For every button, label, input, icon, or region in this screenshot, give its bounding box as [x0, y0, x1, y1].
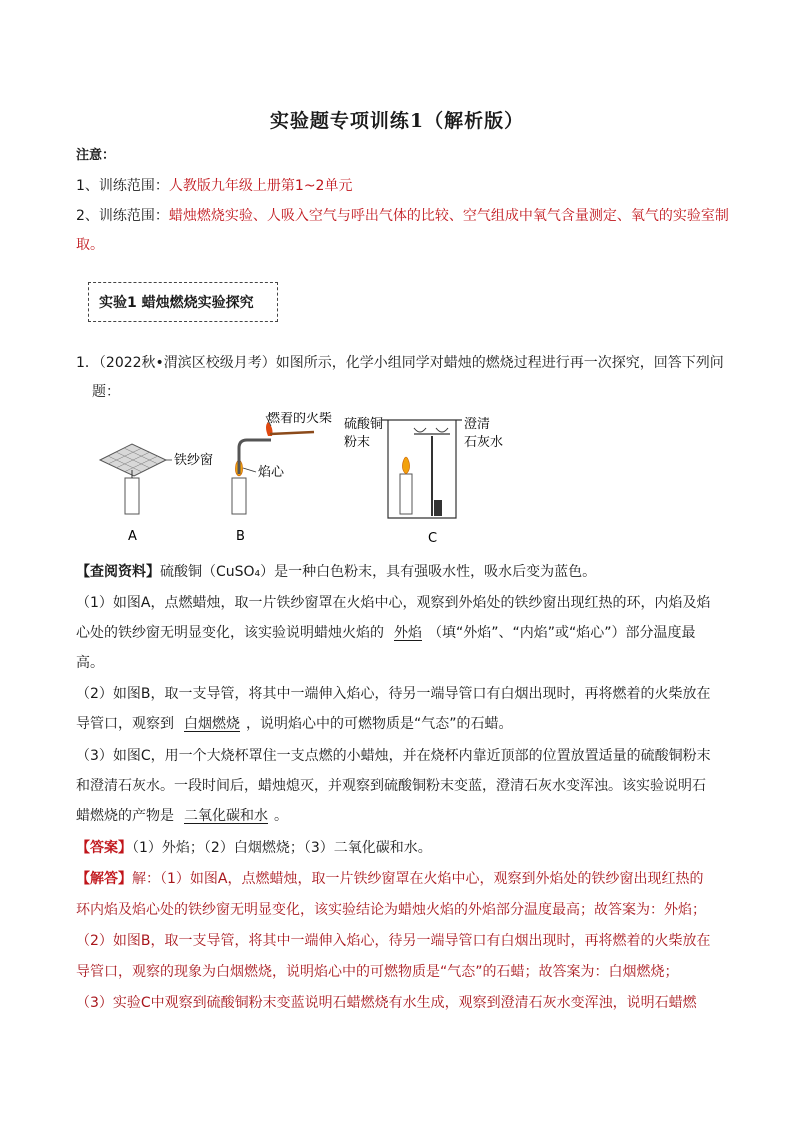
caption-c: C	[428, 531, 438, 546]
candle-c	[400, 474, 412, 514]
figure-a	[100, 444, 213, 544]
part-3-line-2: 和澄清石灰水。一段时间后，蜡烛熄灭，并观察到硫酸铜粉末变蓝，澄清石灰水变浑浊。该实验说明石	[76, 778, 706, 794]
part-2-blank: 白烟燃烧	[184, 716, 240, 732]
figure-b	[232, 412, 332, 544]
reference-info	[76, 562, 726, 582]
analysis-label: 【解答】	[76, 871, 132, 887]
part-3-blank: 二氧化碳和水	[184, 808, 268, 824]
match-stick	[270, 432, 314, 434]
note1-prefix: 1、训练范围：	[76, 178, 169, 194]
label-iron-mesh: 铁纱窗	[174, 453, 214, 468]
part-2-line-1: （2）如图B，取一支导管，将其中一端伸入焰心，待另一端导管口有白烟出现时，再将燃着的火柴放在	[76, 686, 711, 702]
part-2-line-2	[76, 714, 726, 734]
part-2-text-b: ，说明焰心中的可燃物质是“气态”的石蜡。	[246, 716, 513, 732]
note2-text: 蜡烛燃烧实验、人吸入空气与呼出气体的比较、空气组成中氧气含量测定、氧气的实验室制	[168, 208, 729, 224]
candle-b	[232, 478, 246, 514]
answer-label: 【答案】	[76, 840, 132, 856]
caption-b: B	[236, 529, 245, 544]
label-cuso4-1: 硫酸铜	[344, 417, 384, 432]
section-heading-box	[88, 282, 278, 322]
analysis-text-1: 解：（1）如图A，点燃蜡烛，取一片铁纱窗罩在火焰中心，观察到外焰处的铁纱窗出现红热的	[132, 871, 704, 887]
part-3-text-a: 蜡燃烧的产物是	[76, 808, 174, 824]
note1-text: 人教版九年级上册第1~2单元	[168, 178, 353, 194]
part-3-text-b: 。	[274, 808, 288, 824]
beaker	[388, 420, 456, 518]
page-title: 实验题专项训练1（解析版）	[269, 110, 525, 132]
section-heading: 实验1 蜡烛燃烧实验探究	[99, 295, 254, 311]
label-limewater-1: 澄清	[464, 417, 491, 432]
reference-text: 硫酸铜（CuSO₄）是一种白色粉末，具有强吸水性，吸水后变为蓝色。	[160, 564, 597, 580]
part-1-line-1: （1）如图A，点燃蜡烛，取一片铁纱窗罩在火焰中心，观察到外焰处的铁纱窗出现红热的环，内焰及焰	[76, 595, 711, 611]
question-1-stem: 1．（2022秋•渭滨区校级月考）如图所示，化学小组同学对蜡烛的燃烧过程进行再一次探究，回答下列问	[76, 355, 724, 371]
figure-c	[344, 416, 503, 546]
dish-limewater	[436, 428, 448, 432]
part-1-blank: 外焰	[394, 625, 422, 641]
label-cuso4-2: 粉末	[344, 435, 371, 450]
reference-label: 【查阅资料】	[76, 564, 160, 580]
analysis-line-3: （2）如图B，取一支导管，将其中一端伸入焰心，待另一端导管口有白烟出现时，再将燃着的火柴放在	[76, 933, 711, 949]
part-1-line-3: 高。	[76, 655, 104, 671]
note-label: 注意：	[76, 148, 116, 163]
answer-text: （1）外焰；（2）白烟燃烧；（3）二氧化碳和水。	[132, 840, 432, 856]
candle-a	[125, 478, 139, 514]
question-1-stem-cont: 题：	[92, 384, 120, 400]
experiment-figure	[96, 412, 536, 552]
label-burning-match: 燃着的火柴	[267, 412, 333, 426]
label-limewater-2: 石灰水	[464, 435, 504, 450]
caption-a: A	[128, 529, 137, 544]
note-scope-2-cont: 取。	[76, 237, 104, 253]
analysis-line-2: 环内焰及焰心处的铁纱窗无明显变化，该实验结论为蜡烛火焰的外焰部分温度最高；故答案为：外焰；	[76, 902, 706, 918]
answer-line	[76, 838, 726, 858]
label-flame-core: 焰心	[258, 465, 285, 480]
part-2-text-a: 导管口，观察到	[76, 716, 174, 732]
flame-c	[402, 457, 409, 474]
part-1-text-b: （填“外焰”、“内焰”或“焰心”）部分温度最	[428, 625, 696, 641]
note-scope-1	[76, 176, 726, 196]
part-3-line-3	[76, 806, 726, 826]
analysis-line-1	[76, 869, 726, 889]
part-1-line-2	[76, 623, 726, 643]
part-1-text-a: 心处的铁纱窗无明显变化，该实验说明蜡烛火焰的	[76, 625, 384, 641]
analysis-line-5: （3）实验C中观察到硫酸铜粉末变蓝说明石蜡燃烧有水生成，观察到澄清石灰水变浑浊，说明石蜡燃	[76, 995, 697, 1011]
note-scope-2	[76, 206, 729, 226]
part-3-line-1: （3）如图C，用一个大烧杯罩住一支点燃的小蜡烛，并在烧杯内靠近顶部的位置放置适量的硫酸铜粉末	[76, 748, 711, 764]
note2-prefix: 2、训练范围：	[76, 208, 169, 224]
analysis-line-4: 导管口，观察的现象为白烟燃烧，说明焰心中的可燃物质是“气态”的石蜡；故答案为：白烟燃烧；	[76, 964, 679, 980]
dish-cuso4	[414, 428, 426, 432]
